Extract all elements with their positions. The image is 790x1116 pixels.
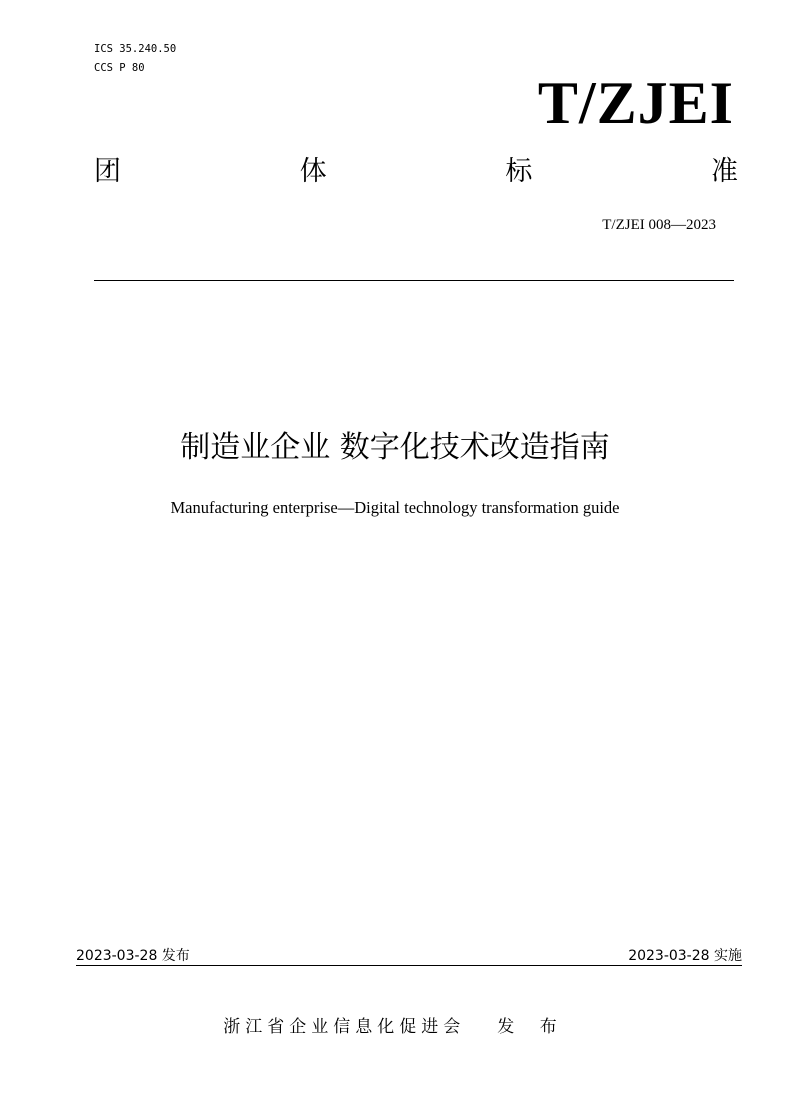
- standard-type-char: 标: [505, 156, 533, 187]
- publish-date: 2023-03-28 发布: [76, 948, 190, 964]
- standard-type-char: 准: [710, 156, 738, 187]
- ics-code: ICS 35.240.50: [94, 43, 177, 55]
- standard-number: T/ZJEI 008—2023: [602, 217, 716, 233]
- header-divider: [94, 280, 734, 281]
- implementation-date: 2023-03-28 实施: [628, 948, 742, 964]
- standard-type-char: 团: [94, 156, 121, 187]
- title-chinese: 制造业企业 数字化技术改造指南: [180, 430, 610, 465]
- standard-type-heading: [94, 154, 738, 190]
- footer-divider: [76, 965, 742, 966]
- standard-type-char: 体: [299, 156, 327, 187]
- classification-codes: [94, 40, 176, 78]
- publisher-name: 浙江省企业信息化促进会: [223, 1017, 466, 1037]
- publish-label: 发 布: [497, 1017, 567, 1037]
- ccs-code: CCS P 80: [94, 62, 145, 74]
- organization-code: T/ZJEI: [537, 70, 734, 136]
- publisher-line: [0, 1014, 790, 1040]
- title-english: Manufacturing enterprise—Digital technology transformation guide: [170, 498, 620, 517]
